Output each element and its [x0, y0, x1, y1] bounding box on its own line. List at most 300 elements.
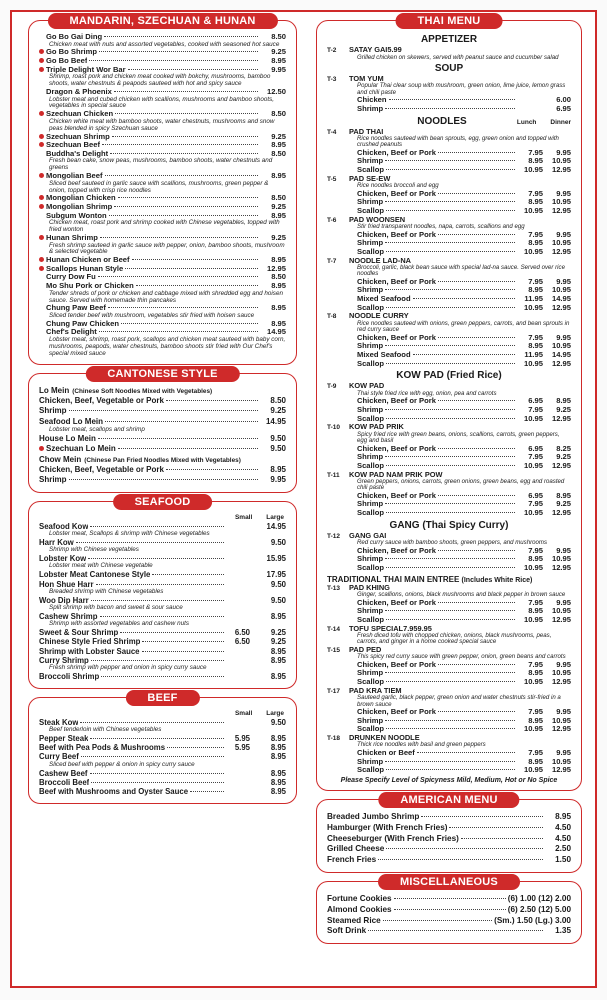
dish-name: PAD WOONSEN — [349, 214, 406, 224]
spicy-icon — [39, 58, 44, 63]
dinner-price: 9.95 — [556, 276, 571, 286]
dot-leader — [69, 410, 258, 411]
dot-leader — [114, 91, 258, 92]
item-name: Fortune Cookies — [327, 893, 392, 903]
item-name: French Fries — [327, 855, 377, 865]
dinner-price: 12.95 — [551, 206, 571, 215]
subheading: SOUP — [434, 62, 464, 74]
item-price: 9.95 — [270, 475, 286, 485]
item-price: 8.95 — [271, 140, 286, 150]
dinner-price: 12.95 — [551, 765, 571, 775]
option-name: Mixed Seafood — [357, 295, 411, 304]
item-name: Broccoli Beef — [39, 777, 90, 787]
lunch-price: 8.95 — [528, 238, 543, 248]
dish-code: T-7 — [327, 257, 337, 265]
lunch-price: 8.95 — [528, 756, 543, 766]
dot-leader — [438, 193, 515, 194]
dinner-price: 9.95 — [556, 188, 571, 198]
dot-leader — [102, 144, 258, 145]
option-row — [327, 105, 571, 114]
item-name: Sweet & Sour Shrimp — [39, 628, 119, 638]
dish-name: PAD THAI — [349, 126, 384, 136]
item-name: Steamed Rice — [327, 915, 381, 925]
large-price: 9.25 — [270, 637, 286, 647]
option-name: Scallop — [357, 766, 385, 775]
small-label: Small — [234, 709, 253, 717]
item-name: Chinese Style Fried Shrimp — [39, 637, 141, 647]
dot-leader — [385, 610, 515, 611]
dot-leader — [421, 816, 543, 817]
option-name: Shrimp — [357, 104, 384, 113]
dinner-price: 12.95 — [551, 165, 571, 175]
large-price: 8.95 — [270, 768, 286, 778]
large-price: 8.95 — [270, 787, 286, 797]
dot-leader — [385, 761, 515, 762]
item-name: Chicken, Beef, Vegetable or Pork — [39, 465, 164, 475]
item-name: Shrimp — [39, 406, 67, 416]
item-price: 12.50 — [266, 87, 286, 97]
spicy-icon — [39, 67, 44, 72]
item-price: 1.50 — [555, 855, 571, 865]
subheading: NOODLES — [417, 115, 467, 127]
beef-list — [39, 718, 286, 797]
dinner-label: Dinner — [550, 118, 571, 126]
dot-leader — [386, 251, 515, 252]
item-name: Mongolian Shrimp — [46, 202, 113, 211]
menu-item-row — [39, 778, 286, 787]
dot-leader — [118, 197, 258, 198]
dot-leader — [438, 664, 515, 665]
option-name: Scallop — [357, 564, 385, 572]
dish-desc: Stir fried transparent noodles, napa, carrots, scallions and egg — [357, 223, 525, 231]
item-price: 4.50 — [555, 822, 571, 832]
dish-desc: Red curry sauce with bamboo shoots, green peppers, and mushrooms — [357, 539, 548, 547]
item-desc: Shrimp with assorted vegetables and cashew nuts — [49, 620, 190, 628]
lunch-price: 6.95 — [528, 490, 543, 500]
dot-leader — [417, 752, 515, 753]
dish-code: T-14 — [327, 625, 341, 633]
size-header — [39, 710, 286, 717]
dinner-price: 12.95 — [551, 563, 571, 572]
option-name: Shrimp — [357, 198, 384, 207]
dish-code: T-8 — [327, 313, 337, 321]
dot-leader — [385, 289, 515, 290]
item-price: 14.95 — [265, 416, 286, 426]
lunch-price: 7.95 — [528, 597, 543, 607]
item-price: 8.50 — [271, 272, 286, 282]
dinner-price: 8.25 — [556, 443, 571, 453]
option-name: Scallop — [357, 166, 385, 175]
item-desc: Chicken meat with nuts and assorted vegetables, cooked with seasoned hot sauce — [49, 40, 280, 48]
item-price: 8.50 — [270, 395, 286, 405]
dish-code: T-15 — [327, 646, 341, 654]
dot-leader — [142, 641, 224, 642]
option-name: Shrimp — [357, 405, 384, 414]
item-name: Lo Mein — [39, 385, 70, 395]
item-name: Szechuan Lo Mein — [46, 444, 116, 454]
dot-leader — [378, 859, 543, 860]
item-desc: Lobster meat with Chinese vegetable — [49, 562, 153, 570]
dinner-price: 10.95 — [551, 341, 571, 351]
item-desc: Lobster meat, Scallops & shrimp with Chinese vegetables — [49, 530, 210, 538]
item-desc: Chicken meat, roast pork and shrimp cooked with Chinese vegetables, topped with fried wonton — [49, 219, 280, 234]
dish-name: PAD SE-EW — [349, 173, 391, 183]
item-name: Go Bo Gai Ding — [46, 33, 103, 41]
option-name: Chicken — [357, 96, 387, 105]
dot-leader — [385, 720, 515, 721]
lunch-price: 7.95 — [403, 623, 418, 633]
dish-desc: This spicy red curry sauce with green pepper, onion, green beans and carrots — [357, 653, 566, 661]
subheading: GANG (Thai Spicy Curry) — [389, 519, 509, 531]
item-price: 14.95 — [266, 327, 286, 337]
lunch-price: 10.95 — [523, 614, 543, 624]
dot-leader — [80, 722, 224, 723]
spicy-icon — [39, 446, 44, 451]
item-name: Lobster Kow — [39, 554, 87, 564]
option-name: Scallop — [357, 725, 385, 734]
size-header — [39, 514, 286, 521]
dinner-price: 10.95 — [551, 156, 571, 166]
large-price: 8.95 — [270, 656, 286, 666]
item-name: Curry Beef — [39, 752, 79, 762]
item-desc: Sliced beef sauteed in garlic sauce with scallions, mushrooms, green pepper & onion, topped with crisp rice noodles — [49, 179, 269, 194]
large-label: Large — [266, 513, 284, 521]
dot-leader — [385, 201, 515, 202]
dot-leader — [386, 769, 515, 770]
option-name: Chicken, Beef or Pork — [357, 598, 436, 607]
dot-leader — [91, 600, 224, 601]
dot-leader — [438, 550, 515, 551]
dot-leader — [438, 448, 515, 449]
large-price: 8.95 — [270, 646, 286, 656]
american-section — [316, 793, 582, 873]
dish-desc: Popular Thai clear soup with mushroom, green onion, lime juice, lemon grass and chili paste — [357, 82, 566, 96]
menu-item-row — [39, 434, 286, 444]
item-price: 9.95 — [271, 64, 286, 74]
dish-name: NOODLE LAD-NA — [349, 255, 411, 265]
item-name: Scallops Hunan Style — [46, 264, 124, 273]
lunch-price: 10.95 — [523, 302, 543, 312]
dot-leader — [386, 210, 515, 211]
dot-leader — [383, 920, 492, 921]
dot-leader — [112, 136, 258, 137]
dot-leader — [118, 448, 258, 449]
item-price: 8.50 — [271, 193, 286, 203]
item-name: Soft Drink — [327, 926, 367, 936]
dish-desc: Thai style fried rice with egg, onion, pea and carrots — [357, 389, 497, 397]
menu-item-row — [39, 406, 286, 416]
spicy-icon — [39, 49, 44, 54]
item-price: 8.95 — [270, 465, 286, 475]
spicy-icon — [39, 235, 44, 240]
item-name: Cashew Beef — [39, 768, 88, 778]
option-row — [327, 96, 571, 105]
subheading: APPETIZER — [420, 34, 478, 45]
dinner-price: 6.95 — [556, 103, 571, 113]
item-name: Mongolian Beef — [46, 172, 103, 181]
dot-leader — [438, 152, 515, 153]
dish-code: T-13 — [327, 584, 341, 592]
item-desc: Lobster meat, shrimp, roast pork, scallops and chicken meat sauteed with baby corn, mushrooms, peapods, water chestnuts, bamboo shoots stir fried with Our Chef's special mixed sauce — [49, 336, 286, 357]
lunch-price: 10.95 — [523, 563, 543, 572]
section-banner: SEAFOOD — [113, 494, 213, 510]
menu-item-row — [39, 396, 286, 406]
dot-leader — [386, 465, 515, 466]
lunch-price: 7.95 — [528, 545, 543, 555]
lunch-price: 11.95 — [524, 294, 543, 304]
dinner-price: 14.95 — [551, 350, 571, 360]
dish-name: PAD KHING — [349, 582, 390, 592]
dish-name: PAD PED — [349, 644, 382, 654]
option-name: Shrimp — [357, 757, 384, 766]
dinner-price: 10.95 — [551, 668, 571, 678]
dot-leader — [385, 409, 515, 410]
lunch-price: 8.95 — [528, 606, 543, 616]
dot-leader — [438, 400, 515, 401]
option-name: Mixed Seafood — [357, 351, 411, 360]
menu-item-row — [39, 386, 286, 396]
cantonese-list — [39, 386, 286, 486]
menu-item-row — [327, 894, 571, 905]
item-price: (Sm.) 1.50 (Lg.) 3.00 — [494, 915, 571, 925]
item-name: Seafood Lo Mein — [39, 416, 103, 426]
item-name: Hunan Chicken or Beef — [46, 256, 130, 265]
item-name: Lobster Meat Cantonese Style — [39, 570, 151, 580]
mandarin-section — [28, 15, 297, 365]
item-name: Harr Kow — [39, 537, 74, 547]
dinner-price: 9.95 — [556, 747, 571, 757]
dish-code: T-11 — [327, 471, 340, 479]
dot-leader — [461, 838, 543, 839]
item-price: 8.95 — [271, 318, 286, 328]
spicy-icon — [39, 266, 44, 271]
item-name: Beef with Pea Pods & Mushrooms — [39, 743, 166, 753]
menu-item-row — [39, 465, 286, 475]
dish-name: TOM YUM — [349, 73, 384, 83]
item-price: 9.50 — [270, 444, 286, 454]
dish-code: T-10 — [327, 424, 341, 432]
dot-leader — [385, 160, 515, 161]
option-row — [327, 360, 571, 369]
dinner-price: 10.95 — [551, 554, 571, 564]
lunch-price: 7.95 — [528, 276, 543, 286]
option-name: Shrimp — [357, 500, 384, 509]
large-price: 14.95 — [266, 521, 286, 531]
dish-name: DRUNKEN NOODLE — [349, 732, 420, 742]
item-price: 8.50 — [271, 32, 286, 41]
item-name: House Lo Mein — [39, 433, 96, 443]
dish-desc: Rice noodles sauteed with bean sprouts, egg, green onion and topped with crushed peanuts — [357, 135, 559, 149]
large-price: 9.50 — [270, 717, 286, 727]
item-price: 8.95 — [271, 56, 286, 66]
lunch-price: 7.95 — [528, 147, 543, 157]
spicy-icon — [39, 173, 44, 178]
item-price: 8.95 — [271, 303, 286, 313]
dinner-price: 9.25 — [556, 452, 571, 462]
dot-leader — [136, 285, 258, 286]
lunch-price: 7.95 — [528, 452, 543, 462]
lunch-price: 10.95 — [523, 358, 543, 368]
item-price: 8.95 — [271, 171, 286, 181]
menu-item-row — [39, 672, 286, 681]
small-price: 6.50 — [234, 637, 250, 647]
item-name: Seafood Kow — [39, 521, 89, 531]
item-price: 9.25 — [271, 47, 286, 57]
option-name: Chicken, Beef or Pork — [357, 708, 436, 716]
option-name: Chicken, Beef or Pork — [357, 660, 436, 669]
dot-leader — [120, 632, 224, 633]
dot-leader — [386, 619, 515, 620]
item-desc: Shrimp, roast pork and chicken meat cooked with bokchy, mushrooms, bamboo shoots, water chestnuts & peapods sauteed with hot and spicy sauce — [49, 73, 271, 88]
dot-leader — [90, 526, 224, 527]
option-row — [327, 509, 571, 518]
lunch-price: 11.95 — [524, 350, 543, 360]
dot-leader — [190, 791, 224, 792]
dot-leader — [385, 672, 515, 673]
menu-item-row — [39, 734, 286, 743]
spicy-icon — [39, 195, 44, 200]
item-price: 9.25 — [270, 406, 286, 416]
large-price: 8.95 — [270, 752, 286, 762]
option-name: Shrimp — [357, 239, 384, 248]
dinner-price: 9.95 — [556, 707, 571, 716]
option-name: Scallop — [357, 461, 385, 470]
dot-leader — [105, 175, 258, 176]
item-name: Woo Dip Harr — [39, 595, 89, 605]
large-price: 9.50 — [270, 537, 286, 547]
spice-note: Please Specify Level of Spicyness Mild, Medium, Hot or No Spice — [340, 776, 558, 784]
dot-leader — [386, 512, 515, 513]
item-name: Cheeseburger (With French Fries) — [327, 833, 459, 843]
item-desc: Sliced beef with pepper & onion in spicy curry sauce — [49, 760, 195, 768]
dish-desc: Rice noodles broccoli and egg — [357, 182, 439, 190]
item-name: Dragon & Phoenix — [46, 88, 112, 97]
lunch-price: 10.95 — [523, 724, 543, 734]
small-price: 6.50 — [234, 628, 250, 638]
option-name: Scallop — [357, 247, 385, 256]
item-note: (Chinese Pan Fried Noodles Mixed with Vegetables) — [84, 456, 241, 464]
dot-leader — [166, 469, 258, 470]
item-desc: Breaded shrimp with Chinese vegetables — [49, 587, 164, 595]
large-label: Large — [266, 709, 284, 717]
menu-item-row — [327, 926, 571, 937]
dot-leader — [81, 756, 224, 757]
dot-leader — [105, 421, 258, 422]
dish-desc: Fresh diced tofu with chopped chicken, onions, black mushrooms, peas, carrots, and ginger in a home cooked special sauce — [357, 632, 552, 646]
dish-code: T-18 — [327, 734, 341, 742]
dot-leader — [88, 558, 224, 559]
dot-leader — [99, 51, 258, 52]
item-name: Curry Shrimp — [39, 656, 89, 666]
lunch-price: 10.95 — [523, 165, 543, 175]
lunch-price: 10.95 — [523, 765, 543, 775]
dish-desc: Grilled chicken on skewers, served with peanut sauce and cucumber salad — [357, 53, 559, 61]
item-desc: Chicken white meat with bamboo shoots, water chestnuts, mushrooms and snow peas blended in spicy Szechuan sauce — [49, 117, 275, 132]
dinner-price: 10.95 — [551, 238, 571, 248]
dot-leader — [386, 169, 515, 170]
dot-leader — [438, 602, 515, 603]
menu-item-row — [39, 133, 286, 142]
section-banner: MANDARIN, SZECHUAN & HUNAN — [47, 13, 277, 29]
large-price: 8.95 — [270, 733, 286, 743]
kowpad-list — [327, 382, 571, 517]
seafood-list — [39, 522, 286, 682]
dinner-price: 10.95 — [551, 285, 571, 295]
dot-leader — [385, 503, 515, 504]
menu-item-row — [39, 203, 286, 212]
lunch-price: 8.95 — [528, 668, 543, 678]
menu-item-row — [39, 475, 286, 485]
dot-leader — [132, 259, 258, 260]
item-name: Subgum Wonton — [46, 211, 107, 220]
dinner-price: 9.25 — [556, 499, 571, 509]
dinner-price: 9.95 — [417, 623, 432, 633]
dot-leader — [104, 36, 258, 37]
item-note: (Chinese Soft Noodles Mixed with Vegetables) — [72, 387, 213, 395]
dish-desc: Thick rice noodles with basil and green peppers — [357, 741, 486, 749]
lunch-price: 10.95 — [523, 508, 543, 518]
dinner-price: 9.95 — [556, 545, 571, 555]
dinner-price: 9.95 — [556, 597, 571, 607]
dinner-price: 8.95 — [556, 396, 571, 406]
dot-leader — [385, 558, 515, 559]
menu-item-row — [39, 320, 286, 329]
dot-leader — [386, 681, 515, 682]
option-name: Scallop — [357, 359, 385, 368]
option-name: Chicken, Beef or Pork — [357, 277, 436, 286]
item-name: Chicken, Beef, Vegetable or Pork — [39, 395, 164, 405]
lunch-price: 7.95 — [528, 659, 543, 669]
item-name: Chef's Delight — [46, 328, 97, 337]
lunch-price: 8.95 — [528, 285, 543, 295]
option-name: Scallop — [357, 207, 385, 215]
mandarin-list — [39, 33, 286, 358]
menu-item-row — [39, 256, 286, 265]
item-price: 4.50 — [555, 833, 571, 843]
item-name: Buddha's Delight — [46, 149, 109, 158]
small-label: Small — [234, 513, 253, 521]
item-name: Mo Shu Pork or Chicken — [46, 282, 134, 291]
item-name: Triple Delight Wor Bar — [46, 65, 126, 74]
option-name: Scallop — [357, 414, 385, 423]
dot-leader — [115, 113, 258, 114]
item-name: Shrimp with Lobster Sauce — [39, 646, 140, 656]
dinner-price: 12.95 — [551, 413, 571, 423]
dish-name: KOW PAD — [349, 381, 385, 391]
dot-leader — [109, 215, 258, 216]
lunch-price: 7.95 — [528, 404, 543, 414]
dinner-price: 12.95 — [551, 460, 571, 470]
option-name: Scallop — [357, 303, 385, 312]
lunch-price: 10.95 — [523, 413, 543, 423]
dinner-price: 8.95 — [556, 490, 571, 500]
menu-item-row — [327, 844, 571, 855]
dinner-price: 12.95 — [551, 677, 571, 687]
lunch-price: 10.95 — [523, 206, 543, 215]
dish-name: KOW PAD PRIK — [349, 422, 404, 432]
dot-leader — [98, 276, 258, 277]
dish-desc: Spicy fried rice with green beans, onions, scallions, carrots, green peppers, egg and basil — [357, 430, 560, 445]
seafood-section — [28, 495, 297, 689]
spicy-icon — [39, 142, 44, 147]
item-name: Breaded Jumbo Shrimp — [327, 811, 420, 821]
appetizer-list — [327, 46, 571, 61]
dot-leader — [413, 354, 515, 355]
item-price: 1.35 — [555, 926, 571, 936]
menu-item-row — [39, 194, 286, 203]
lunch-price: 10.95 — [523, 460, 543, 470]
subheading: KOW PAD (Fried Rice) — [396, 370, 502, 382]
